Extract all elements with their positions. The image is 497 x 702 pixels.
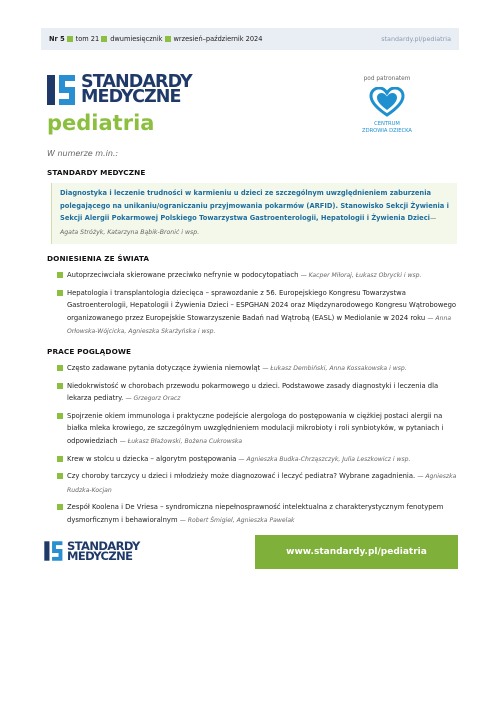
list-item[interactable]	[47, 410, 457, 449]
article-authors: — Łukasz Dembiński, Anna Kossakowska i wsp.	[262, 364, 407, 372]
website-banner[interactable]	[255, 535, 458, 569]
issue-info-bar	[41, 28, 459, 50]
article-authors: — Agnieszka Rudzka-Kocjan	[67, 473, 457, 494]
article-title: Spojrzenie okiem immunologa i praktyczne podejście alergologa do postępowania w ciężkiej postaci alergii na białka mleka krowiego, ze szczególnym uwzględnieniem modulacji mikrobioty i roli synbiotyków, w pytaniach i odpowiedziach	[67, 411, 444, 445]
toc-intro: W numerze m.in.:	[47, 149, 119, 158]
site-url[interactable]: standardy.pl/pediatria	[381, 35, 451, 43]
green-square-icon	[67, 36, 73, 42]
article-title: Zespół Koolena i De Vriesa – syndromiczna niepełnosprawność intelektualna z charakterystycznym fenotypem dysmorficznym i behawioralnym	[67, 503, 444, 524]
article-authors: — Anna Orłowska-Wójcicka, Agnieszka Skarżyńska i wsp.	[67, 314, 452, 336]
bullet-square-icon	[57, 365, 63, 371]
frequency: dwumiesięcznik	[110, 35, 163, 43]
bullet-square-icon	[57, 456, 63, 462]
logo-mark-icon	[47, 73, 77, 107]
section-title-prace: PRACE POGLĄDOWE	[47, 346, 132, 356]
brand-line-2: MEDYCZNE	[81, 87, 181, 107]
list-item[interactable]	[47, 287, 457, 339]
patronage-org-line-1: CENTRUM	[374, 121, 400, 127]
article-authors: — Kacper Miłoraj, Łukasz Obrycki i wsp.	[300, 272, 422, 279]
article-authors: — Grzegorz Oracz	[125, 395, 181, 403]
article-title: Krew w stolcu u dziecka – algorytm postępowania	[67, 454, 237, 463]
issue-details	[49, 35, 264, 43]
list-item[interactable]	[47, 362, 457, 376]
patronage-org-line-2: ZDROWIA DZIECKA	[362, 128, 412, 134]
bullet-square-icon	[57, 473, 63, 479]
article-title: Hepatologia i transplantologia dziecięca – sprawozdanie z 56. Europejskiego Kongresu Towarzystwa Gastroenterologii, Hepatologii i Żywienia Dzieci – ESPGHAN 2024 oraz Międzynarodowego Kongresu Wątrobowego organizowanego przez Europejskie Stowarzyszenie Badań nad Wątrobą (EASL) w Mediolanie w 2024 roku	[67, 288, 457, 322]
section-title-standardy: STANDARDY MEDYCZNE	[47, 168, 146, 177]
article-authors: — Łukasz Błażowski, Bożena Cukrowska	[119, 437, 243, 445]
article-authors: — Agnieszka Budka-Chrząszczyk, Julia Leszkowicz i wsp.	[238, 455, 411, 463]
volume: tom 21	[75, 35, 100, 43]
article-title: Autoprzeciwciała skierowane przeciwko nefrynie w podocytopatiach	[67, 271, 299, 279]
standardy-medyczne-logo	[47, 73, 192, 107]
green-square-icon	[101, 36, 107, 42]
featured-article-authors: — Agata Stróżyk, Katarzyna Bąbik-Broniċ i wsp.	[60, 215, 437, 236]
issue-number: Nr 5	[49, 35, 65, 43]
journal-title: pediatria	[47, 111, 155, 135]
article-title: Czy choroby tarczycy u dzieci i młodzieży może diagnozować i leczyć pediatra? Wybrane zagadnienia.	[67, 472, 416, 481]
article-title: Często zadawane pytania dotyczące żywienia niemowląt	[67, 363, 261, 372]
czd-heart-logo-icon	[369, 87, 405, 119]
brand-line-1: STANDARDY	[81, 72, 192, 92]
table-of-contents	[47, 149, 457, 532]
patronage-block	[356, 76, 418, 135]
article-authors: — Robert Śmigiel, Agnieszka Pawelak	[179, 516, 295, 524]
bullet-square-icon	[57, 290, 63, 296]
section-title-doniesienia: DONIESIENIA ZE ŚWIATA	[47, 254, 150, 263]
list-item[interactable]	[47, 470, 457, 497]
period: wrzesień–październik 2024	[173, 35, 263, 43]
list-item[interactable]	[47, 269, 457, 283]
list-item[interactable]	[47, 453, 457, 467]
list-item[interactable]	[47, 501, 457, 527]
featured-article-title: Diagnostyka i leczenie trudności w karmieniu u dzieci ze szczególnym uwzględnieniem zaburzenia polegającego na unikaniu/ograniczaniu przyjmowania pokarmów (ARFID). Stanowisko Sekcji Żywienia i Sekcji Alergii Pokarmowej Polskiego Towarzystwa Gastroenterologii, Hepatologii i Żywienia Dzieci	[60, 189, 449, 222]
bullet-square-icon	[57, 272, 63, 278]
bullet-square-icon	[57, 413, 63, 419]
footer-brand-line-1: STANDARDY	[67, 539, 140, 553]
bullet-square-icon	[57, 383, 63, 389]
green-square-icon	[165, 36, 171, 42]
footer-brand-line-2: MEDYCZNE	[67, 549, 133, 563]
article-title: Niedokrwistość w chorobach przewodu pokarmowego u dzieci. Podstawowe zasady diagnostyki i leczenia dla lekarza pediatry.	[67, 381, 439, 403]
logo-mark-icon	[44, 540, 64, 562]
website-url[interactable]: www.standardy.pl/pediatria	[286, 547, 427, 557]
patronage-label: pod patronatem	[363, 76, 411, 82]
featured-article[interactable]	[51, 183, 457, 244]
footer-logo	[44, 540, 140, 562]
list-item[interactable]	[47, 380, 457, 406]
bullet-square-icon	[57, 504, 63, 510]
